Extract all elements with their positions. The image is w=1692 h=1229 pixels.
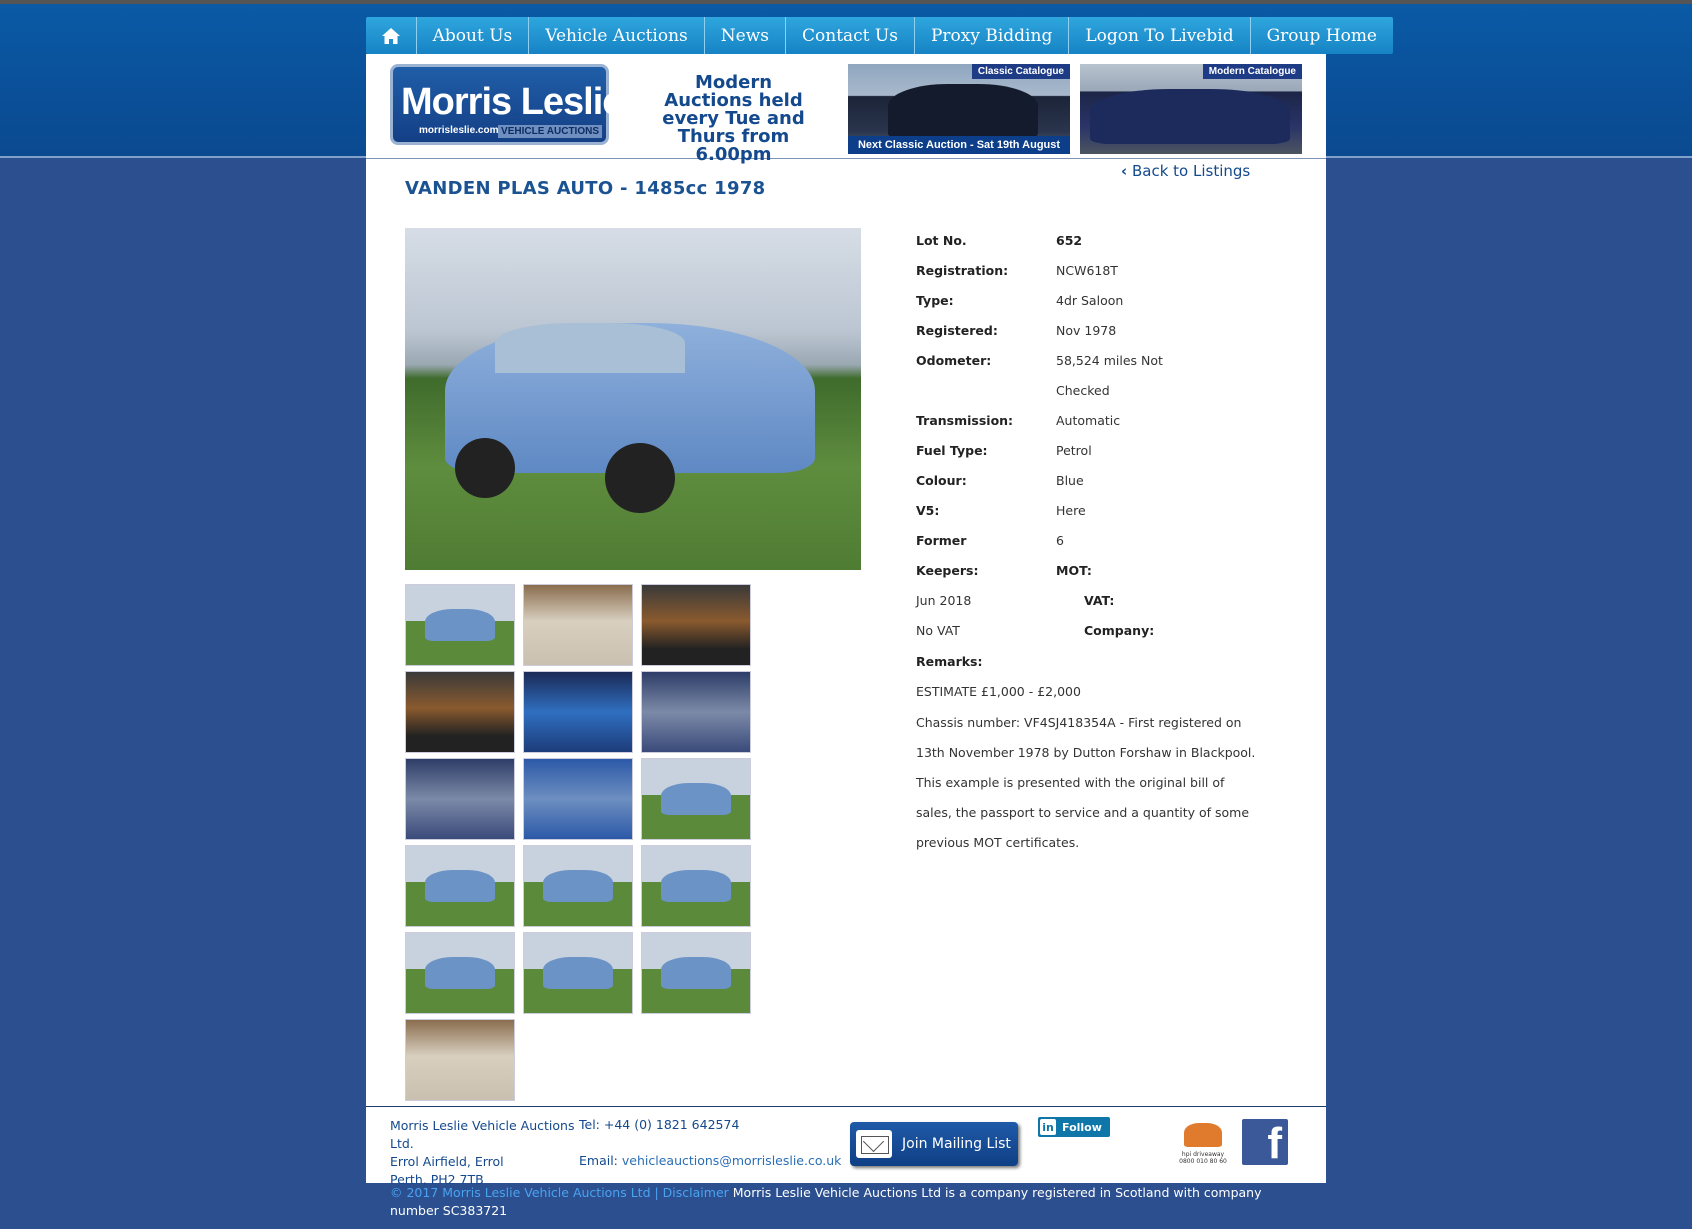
keepers-label: Keepers: bbox=[916, 563, 979, 578]
transmission-value: Automatic bbox=[1056, 413, 1121, 428]
thumbnail[interactable] bbox=[405, 584, 515, 666]
hpi-logo[interactable] bbox=[1178, 1119, 1228, 1165]
car-image bbox=[1090, 89, 1290, 144]
thumbnail[interactable] bbox=[405, 671, 515, 753]
thumbnail[interactable] bbox=[405, 758, 515, 840]
copyright bbox=[390, 1184, 1270, 1220]
banner-strip: Next Classic Auction - Sat 19th August bbox=[848, 136, 1070, 154]
colour-value: Blue bbox=[1056, 473, 1084, 488]
vat-label: VAT: bbox=[1084, 593, 1115, 608]
registration-label: Registration: bbox=[916, 263, 1009, 278]
back-label: Back to Listings bbox=[1131, 162, 1251, 180]
remarks-text: Chassis number: VF4SJ418354A - First registered on 13th November 1978 by Dutton Forshaw in Blackpool. This example is presented with the original bill of sales, the passport to service and a quantity of some previous MOT certificates. bbox=[916, 715, 1256, 850]
fuel-value: Petrol bbox=[1056, 443, 1092, 458]
address-line: Errol Airfield, Errol bbox=[390, 1154, 504, 1169]
address bbox=[390, 1117, 580, 1187]
address-line: Perth, PH2 7TB bbox=[390, 1172, 484, 1187]
email-link[interactable]: vehicleauctions@morrisleslie.co.uk bbox=[621, 1153, 842, 1168]
banner-tag: Modern Catalogue bbox=[1203, 64, 1302, 79]
logo[interactable] bbox=[390, 64, 623, 145]
thumbnail[interactable] bbox=[641, 845, 751, 927]
header-area bbox=[366, 54, 1326, 165]
logo-main-text: Morris Leslie bbox=[401, 81, 623, 123]
nav-home[interactable] bbox=[366, 17, 417, 54]
thumbnail[interactable] bbox=[523, 584, 633, 666]
thumbnail[interactable] bbox=[405, 1019, 515, 1101]
mailing-list-label: Join Mailing List bbox=[902, 1136, 1011, 1152]
estimate-text: ESTIMATE £1,000 - £2,000 bbox=[916, 684, 1081, 699]
email-label: Email: bbox=[579, 1153, 618, 1168]
disclaimer-link[interactable]: © 2017 Morris Leslie Vehicle Auctions Ltd | Disclaimer bbox=[390, 1185, 729, 1200]
car-image bbox=[888, 84, 1038, 139]
linkedin-icon: in bbox=[1040, 1119, 1056, 1135]
copyright-text: Morris Leslie Vehicle Auctions Ltd is a company registered in Scotland with company number SC383721 bbox=[390, 1185, 1262, 1218]
former-label: Former bbox=[916, 533, 967, 548]
thumbnail[interactable] bbox=[405, 845, 515, 927]
thumbnail[interactable] bbox=[523, 671, 633, 753]
linkedin-follow-button[interactable] bbox=[1038, 1117, 1110, 1137]
nav-about-us[interactable]: About Us bbox=[417, 17, 530, 54]
classic-catalogue-banner[interactable] bbox=[848, 64, 1070, 154]
modern-catalogue-banner[interactable] bbox=[1080, 64, 1302, 154]
main-car-photo[interactable] bbox=[405, 228, 861, 570]
lot-value: 652 bbox=[1056, 233, 1083, 248]
colour-label: Colour: bbox=[916, 473, 967, 488]
promo-text: Modern Auctions held every Tue and Thurs from 6.00pm bbox=[662, 72, 805, 165]
hpi-label: hpi driveaway 0800 010 80 60 bbox=[1179, 1151, 1227, 1165]
join-mailing-list-button[interactable] bbox=[850, 1122, 1018, 1166]
thumbnail[interactable] bbox=[523, 758, 633, 840]
main-nav bbox=[366, 17, 1393, 54]
v5-value: Here bbox=[1056, 503, 1086, 518]
car-icon bbox=[1184, 1123, 1222, 1147]
nav-news[interactable]: News bbox=[705, 17, 786, 54]
lot-label: Lot No. bbox=[916, 233, 967, 248]
v5-label: V5: bbox=[916, 503, 940, 518]
logo-tag: VEHICLE AUCTIONS bbox=[498, 125, 602, 138]
wheel bbox=[605, 443, 675, 513]
nav-logon-livebid[interactable]: Logon To Livebid bbox=[1069, 17, 1250, 54]
odometer-value-cont: Checked bbox=[1056, 383, 1110, 398]
linkedin-label: Follow bbox=[1062, 1120, 1102, 1134]
footer bbox=[366, 1106, 1326, 1187]
address-line: Morris Leslie Vehicle Auctions Ltd. bbox=[390, 1118, 575, 1151]
home-icon bbox=[381, 27, 401, 45]
nav-group-home[interactable]: Group Home bbox=[1266, 25, 1377, 46]
remarks-label: Remarks: bbox=[916, 654, 983, 669]
chevron-left-icon: ‹ bbox=[1121, 162, 1128, 180]
thumbnail[interactable] bbox=[641, 932, 751, 1014]
nav-vehicle-auctions[interactable]: Vehicle Auctions bbox=[529, 17, 705, 54]
registration-value: NCW618T bbox=[1056, 263, 1118, 278]
back-to-listings-link[interactable] bbox=[1121, 162, 1250, 180]
vat-value: No VAT bbox=[916, 623, 960, 638]
banner-tag: Classic Catalogue bbox=[972, 64, 1070, 79]
thumbnail[interactable] bbox=[641, 758, 751, 840]
odometer-label: Odometer: bbox=[916, 353, 992, 368]
thumbnail[interactable] bbox=[641, 671, 751, 753]
nav-proxy-bidding[interactable]: Proxy Bidding bbox=[915, 17, 1069, 54]
company-label: Company: bbox=[1084, 623, 1155, 638]
thumbnail[interactable] bbox=[523, 845, 633, 927]
envelope-icon bbox=[856, 1130, 892, 1158]
mot-label: MOT: bbox=[1056, 563, 1092, 578]
email-row bbox=[579, 1153, 841, 1168]
registered-label: Registered: bbox=[916, 323, 998, 338]
fuel-label: Fuel Type: bbox=[916, 443, 988, 458]
page-content bbox=[366, 54, 1326, 1187]
transmission-label: Transmission: bbox=[916, 413, 1014, 428]
mot-value: Jun 2018 bbox=[916, 593, 972, 608]
former-value: 6 bbox=[1056, 533, 1064, 548]
thumbnail[interactable] bbox=[405, 932, 515, 1014]
registered-value: Nov 1978 bbox=[1056, 323, 1117, 338]
type-value: 4dr Saloon bbox=[1056, 293, 1124, 308]
car-window bbox=[495, 323, 685, 373]
thumbnail[interactable] bbox=[641, 584, 751, 666]
page-title: VANDEN PLAS AUTO - 1485cc 1978 bbox=[405, 178, 766, 199]
telephone: Tel: +44 (0) 1821 642574 bbox=[579, 1117, 740, 1132]
type-label: Type: bbox=[916, 293, 954, 308]
nav-contact-us[interactable]: Contact Us bbox=[786, 17, 915, 54]
facebook-icon[interactable]: f bbox=[1242, 1119, 1288, 1165]
logo-url: morrisleslie.com bbox=[419, 125, 499, 136]
odometer-value: 58,524 miles Not bbox=[1056, 353, 1163, 368]
thumbnail[interactable] bbox=[523, 932, 633, 1014]
wheel bbox=[455, 438, 515, 498]
